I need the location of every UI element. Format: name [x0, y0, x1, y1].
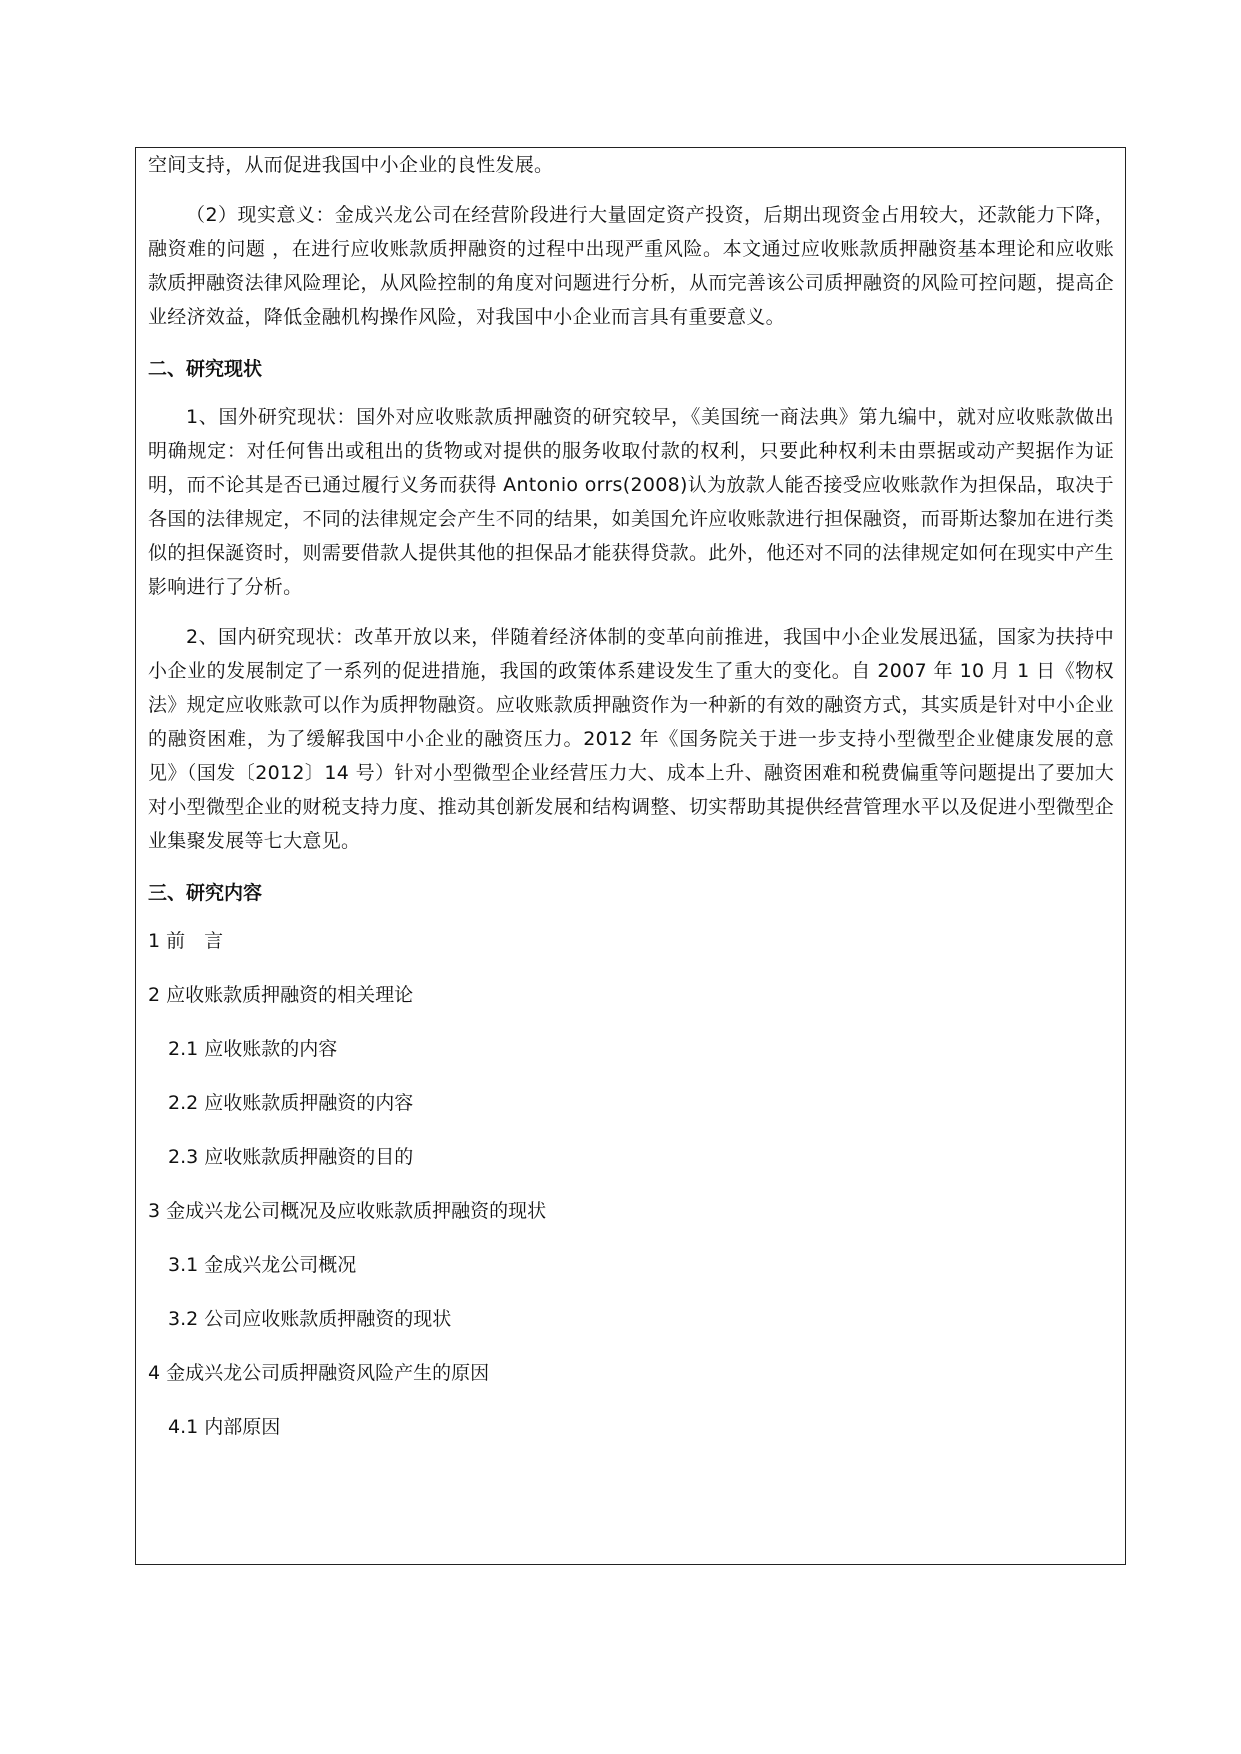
document-body: [148, 148, 1114, 1464]
content-frame: [135, 147, 1126, 1565]
domestic-research-paragraph: 2、国内研究现状：改革开放以来，伴随着经济体制的变革向前推进，我国中小企业发展迅猛，国家为扶持中小企业的发展制定了一系列的促进措施，我国的政策体系建设发生了重大的变化。自 2007 年 10 月 1 日《物权法》规定应收账款可以作为质押物融资。应收账款质押融资作为一种新的有效的融资方式，其实质是针对中小企业的融资困难，为了缓解我国中小企业的融资压力。2012 年《国务院关于进一步支持小型微型企业健康发展的意见》（国发〔2012〕14 号）针对小型微型企业经营压力大、成本上升、融资困难和税费偏重等问题提出了要加大对小型微型企业的财税支持力度、推动其创新发展和结构调整、切实帮助其提供经营管理水平以及促进小型微型企业集聚发展等七大意见。: [148, 626, 1114, 852]
continuation-paragraph: 空间支持，从而促进我国中小企业的良性发展。: [148, 154, 554, 176]
toc-item-1: 1 前 言: [148, 930, 224, 952]
toc-item-3: 3 金成兴龙公司概况及应收账款质押融资的现状: [148, 1200, 547, 1222]
practical-significance-paragraph: （2）现实意义：金成兴龙公司在经营阶段进行大量固定资产投资，后期出现资金占用较大，还款能力下降，融资难的问题 ，在进行应收账款质押融资的过程中出现严重风险。本文通过应收账款质押融资基本理论和应收账款质押融资法律风险理论，从风险控制的角度对问题进行分析，从而完善该公司质押融资的风险可控问题，提高企业经济效益，降低金融机构操作风险，对我国中小企业而言具有重要意义。: [148, 204, 1114, 328]
toc-item-3-1: 3.1 金成兴龙公司概况: [168, 1254, 357, 1276]
section2-heading: 二、研究现状: [148, 358, 263, 380]
toc-item-4: 4 金成兴龙公司质押融资风险产生的原因: [148, 1362, 490, 1384]
section3-heading: 三、研究内容: [148, 882, 263, 904]
toc-item-2-3: 2.3 应收账款质押融资的目的: [168, 1146, 414, 1168]
toc-item-3-2: 3.2 公司应收账款质押融资的现状: [168, 1308, 452, 1330]
foreign-research-paragraph: 1、国外研究现状：国外对应收账款质押融资的研究较早，《美国统一商法典》第九编中，就对应收账款做出明确规定：对任何售出或租出的货物或对提供的服务收取付款的权利，只要此种权利未由票据或动产契据作为证明，而不论其是否已通过履行义务而获得 Antonio orrs(2008)认为放款人能否接受应收账款作为担保品，取决于各国的法律规定，不同的法律规定会产生不同的结果，如美国允许应收账款进行担保融资，而哥斯达黎加在进行类似的担保誕资时，则需要借款人提供其他的担保品才能获得贷款。此外，他还对不同的法律规定如何在现实中产生影响进行了分析。: [148, 406, 1114, 598]
toc-item-2-1: 2.1 应收账款的内容: [168, 1038, 338, 1060]
toc-item-4-1: 4.1 内部原因: [168, 1416, 281, 1438]
toc-item-2-2: 2.2 应收账款质押融资的内容: [168, 1092, 414, 1114]
toc-item-2: 2 应收账款质押融资的相关理论: [148, 984, 414, 1006]
